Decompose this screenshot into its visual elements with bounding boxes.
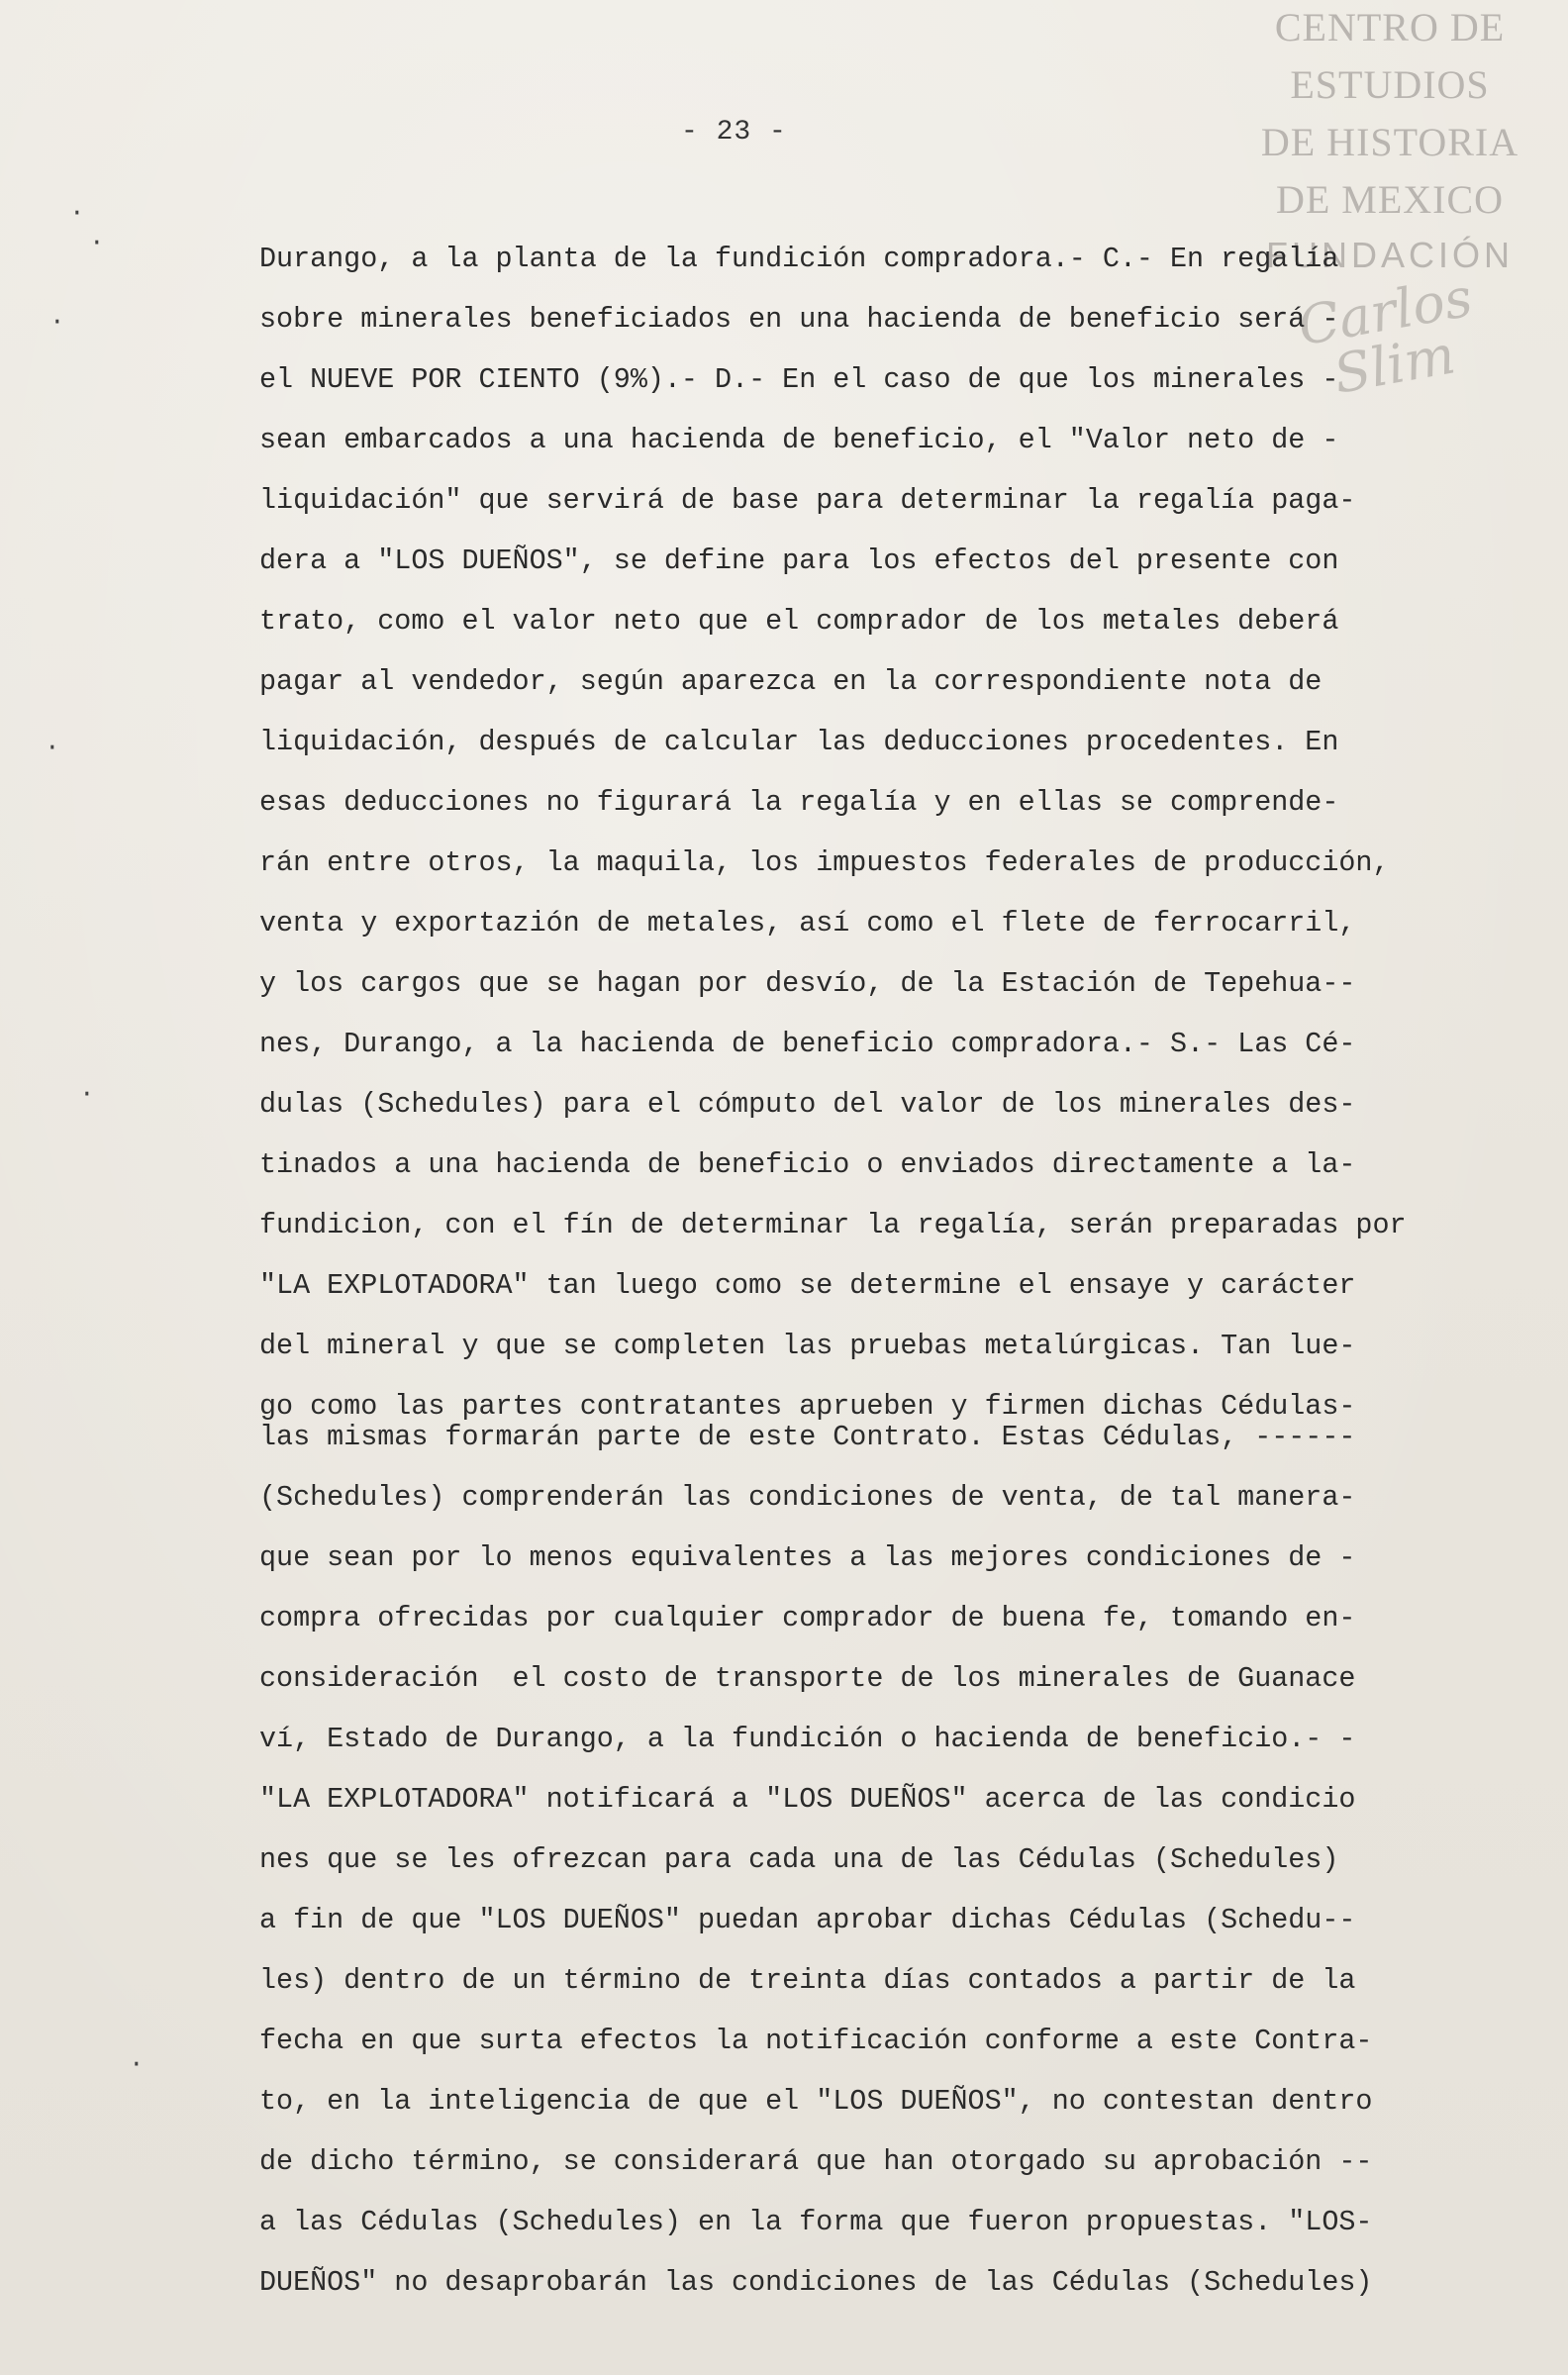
text-line-22: (Schedules) comprenderán las condiciones de venta, de tal manera- [259,1481,1356,1514]
text-line-21: las mismas formarán parte de este Contrato. Estas Cédulas, ------ [259,1421,1356,1453]
text-line-2: sobre minerales beneficiados en una hacienda de beneficio será - [259,303,1339,336]
text-line-26: ví, Estado de Durango, a la fundición o hacienda de beneficio.- - [259,1723,1356,1755]
text-line-11: rán entre otros, la maquila, los impuestos federales de producción, [259,846,1390,879]
text-line-28: nes que se les ofrezcan para cada una de las Cédulas (Schedules) [259,1843,1339,1876]
watermark-signature: Carlos Slim [1293,265,1477,406]
text-line-19: del mineral y que se completen las pruebas metalúrgicas. Tan lue- [259,1330,1356,1362]
margin-marks [40,178,238,2158]
text-line-14: nes, Durango, a la hacienda de beneficio compradora.- S.- Las Cé- [259,1028,1356,1060]
text-line-5: liquidación" que servirá de base para determinar la regalía paga- [259,484,1356,517]
watermark-line-4: DE MEXICO [1275,177,1505,222]
text-line-6: dera a "LOS DUEÑOS", se define para los efectos del presente con [259,544,1339,577]
margin-dot: · [45,733,60,762]
watermark-line-1: CENTRO DE [1274,5,1506,49]
margin-dot: · [129,2049,145,2079]
text-line-10: esas deducciones no figurará la regalía y en ellas se comprende- [259,786,1339,819]
text-line-18: "LA EXPLOTADORA" tan luego como se determine el ensaye y carácter [259,1269,1356,1302]
text-line-12: venta y exportazión de metales, así como el flete de ferrocarril, [259,907,1356,940]
text-line-4: sean embarcados a una hacienda de beneficio, el "Valor neto de - [259,424,1339,456]
text-line-3: el NUEVE POR CIENTO (9%).- D.- En el caso de que los minerales - [259,363,1339,396]
text-line-27: "LA EXPLOTADORA" notificará a "LOS DUEÑOS" acerca de las condicio [259,1783,1356,1816]
text-line-33: de dicho término, se considerará que han otorgado su aprobación -- [259,2145,1373,2178]
text-line-31: fecha en que surta efectos la notificación conforme a este Contra- [259,2025,1373,2057]
text-line-8: pagar al vendedor, según aparezca en la correspondiente nota de [259,665,1323,698]
text-line-13: y los cargos que se hagan por desvío, de la Estación de Tepehua-- [259,967,1356,1000]
page-number: - 23 - [681,117,787,148]
text-line-30: les) dentro de un término de treinta días contados a partir de la [259,1964,1356,1997]
document-body [259,238,1477,2322]
text-line-35: DUEÑOS" no desaprobarán las condiciones de las Cédulas (Schedules) [259,2266,1373,2299]
margin-dot: · [89,228,105,257]
text-line-25: consideración el costo de transporte de los minerales de Guanace [259,1662,1356,1695]
text-line-7: trato, como el valor neto que el comprador de los metales deberá [259,605,1339,638]
watermark-line-3: DE HISTORIA [1260,120,1519,164]
text-line-16: tinados a una hacienda de beneficio o enviados directamente a la- [259,1148,1356,1181]
text-line-1: Durango, a la planta de la fundición compradora.- C.- En regalía [259,243,1339,275]
text-line-23: que sean por lo menos equivalentes a las mejores condiciones de - [259,1541,1356,1574]
margin-dot: · [79,1079,95,1109]
margin-dot: · [49,307,65,337]
text-line-29: a fin de que "LOS DUEÑOS" puedan aprobar dichas Cédulas (Schedu-- [259,1904,1356,1936]
text-line-17: fundicion, con el fín de determinar la regalía, serán preparadas por [259,1209,1407,1241]
text-line-9: liquidación, después de calcular las deducciones procedentes. En [259,726,1339,758]
watermark-line-2: ESTUDIOS [1290,62,1490,107]
text-line-24: compra ofrecidas por cualquier comprador de buena fe, tomando en- [259,1602,1356,1634]
text-line-15: dulas (Schedules) para el cómputo del valor de los minerales des- [259,1088,1356,1121]
margin-dot: · [69,198,85,228]
watermark-line-5: FUNDACIÓN [1266,235,1514,275]
text-line-32: to, en la inteligencia de que el "LOS DUEÑOS", no contestan dentro [259,2085,1373,2118]
text-line-20: go como las partes contratantes aprueben y firmen dichas Cédulas- [259,1390,1356,1423]
text-line-34: a las Cédulas (Schedules) en la forma que fueron propuestas. "LOS- [259,2206,1373,2238]
